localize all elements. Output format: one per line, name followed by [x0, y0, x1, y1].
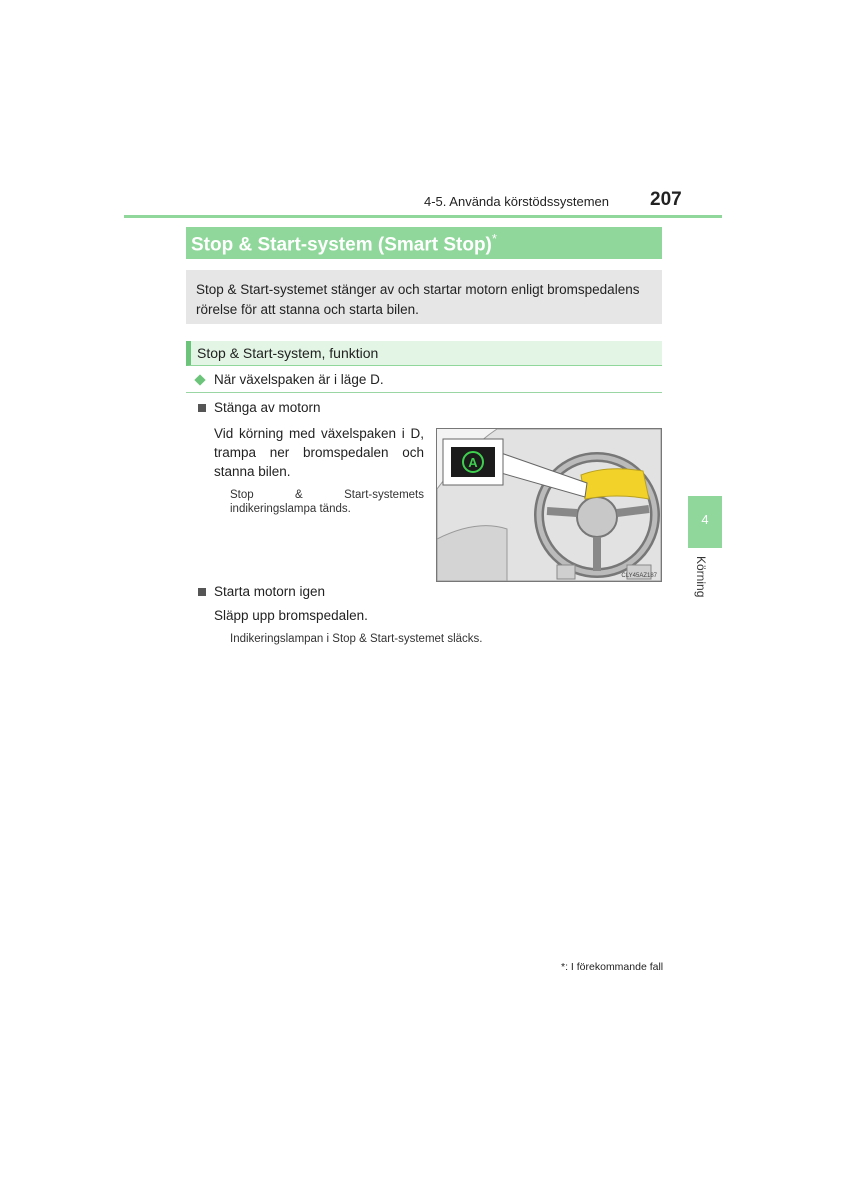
- stop-engine-note: Stop & Start-systemets indikeringslampa tänds.: [230, 489, 424, 515]
- page-title-text: Stop & Start-system (Smart Stop): [191, 234, 492, 256]
- square-bullet-icon: [198, 588, 206, 596]
- condition-rule: [186, 392, 662, 393]
- diamond-bullet-icon: [194, 374, 205, 385]
- condition-text: När växelspaken är i läge D.: [214, 372, 384, 387]
- stop-start-indicator-icon: A: [468, 455, 478, 470]
- start-engine-note: Indikeringslampan i Stop & Start-systemet släcks.: [230, 633, 483, 645]
- stop-engine-body: Vid körning med växelspaken i D, trampa ner bromspedalen och stanna bilen.: [214, 426, 424, 479]
- intro-box: [186, 270, 662, 324]
- chapter-number: 4: [701, 512, 709, 527]
- subsection-heading-bar: [186, 341, 662, 366]
- steering-wheel-illustration: [437, 429, 661, 581]
- footnote: *: I förekommande fall: [561, 961, 664, 973]
- running-header: 4-5. Använda körstödssystemen: [424, 194, 609, 209]
- chapter-label: Körning: [694, 556, 708, 598]
- page-number: 207: [650, 189, 682, 210]
- square-bullet-icon: [198, 404, 206, 412]
- illustration-code: CLY45AZ187: [621, 573, 657, 579]
- header-rule: [124, 215, 722, 218]
- subsection-heading: Stop & Start-system, funktion: [197, 345, 379, 361]
- start-engine-heading: Starta motorn igen: [214, 584, 326, 599]
- dashboard-illustration: [436, 428, 662, 582]
- chapter-tab: [688, 496, 722, 548]
- stop-engine-heading: Stänga av motorn: [214, 400, 321, 415]
- page-title: [191, 231, 497, 256]
- title-bar: [186, 227, 662, 259]
- start-engine-body: Släpp upp bromspedalen.: [214, 608, 368, 623]
- title-footnote-marker: *: [491, 231, 497, 246]
- intro-text: Stop & Start-systemet stänger av och startar motorn enligt bromspedalens rörelse för att stanna och starta bilen.: [196, 282, 640, 317]
